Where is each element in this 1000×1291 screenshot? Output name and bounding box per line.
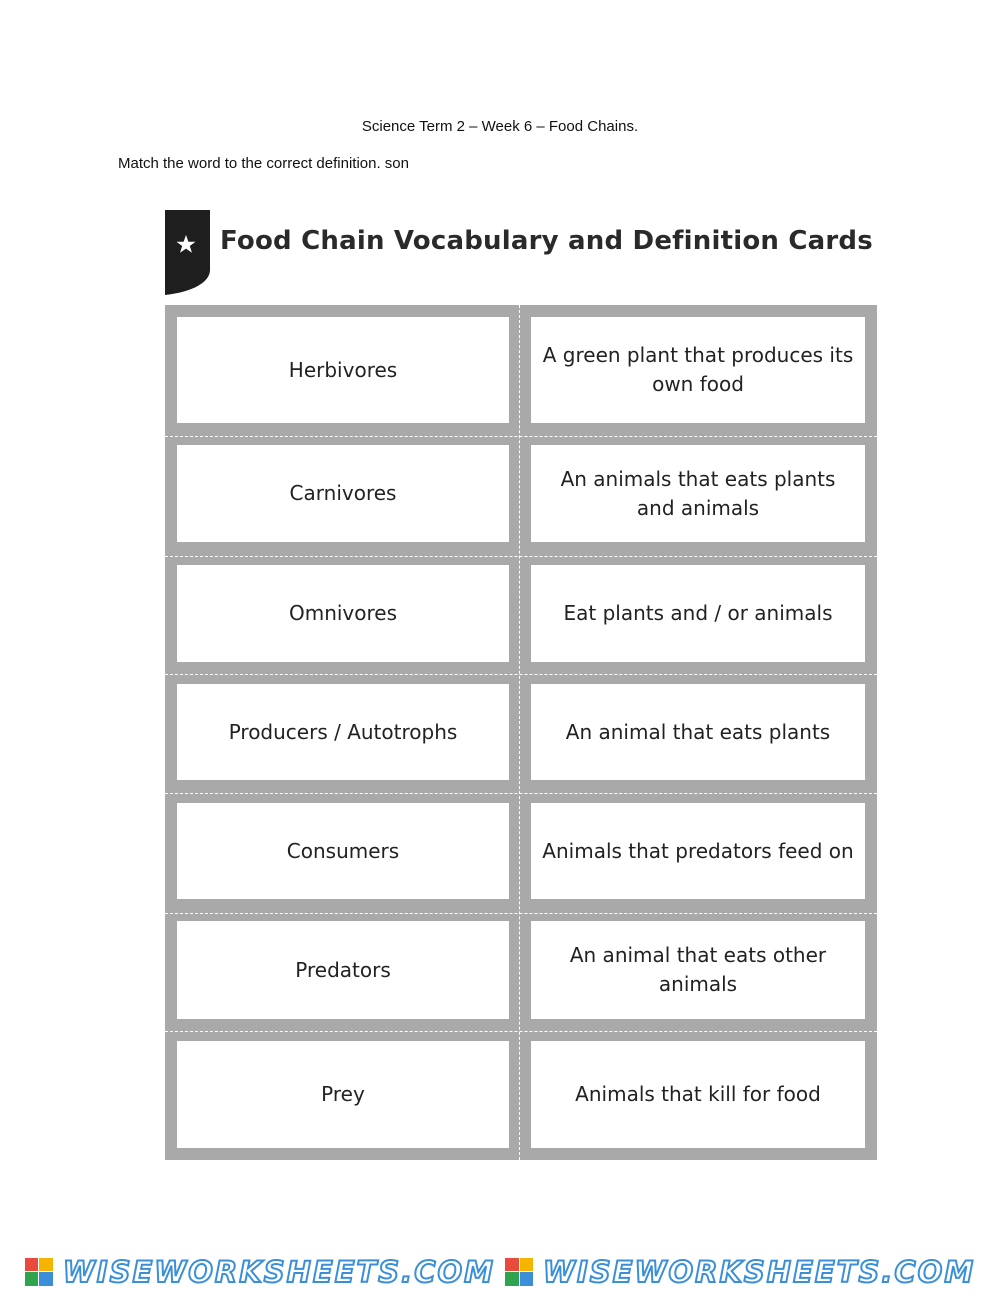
wiseworksheets-logo-icon xyxy=(505,1258,533,1286)
definition-card-4: An animal that eats plants xyxy=(531,684,865,780)
row-cut-line xyxy=(165,913,877,914)
watermark-text: WISEWORKSHEETS.COM xyxy=(543,1254,976,1289)
definition-card-7: Animals that kill for food xyxy=(531,1041,865,1148)
word-card-carnivores: Carnivores xyxy=(177,445,509,542)
worksheet-heading: Food Chain Vocabulary and Definition Cards xyxy=(220,226,873,256)
vocabulary-card-grid xyxy=(165,305,877,1160)
word-card-herbivores: Herbivores xyxy=(177,317,509,423)
definition-card-3: Eat plants and / or animals xyxy=(531,565,865,662)
word-card-consumers: Consumers xyxy=(177,803,509,899)
definition-card-1: A green plant that produces its own food xyxy=(531,317,865,423)
heading-banner xyxy=(165,210,210,295)
definition-card-5: Animals that predators feed on xyxy=(531,803,865,899)
watermark-footer xyxy=(0,1252,1000,1291)
instruction-text: Match the word to the correct definition. son xyxy=(118,155,409,172)
definition-card-2: An animals that eats plants and animals xyxy=(531,445,865,542)
word-card-predators: Predators xyxy=(177,921,509,1019)
word-card-prey: Prey xyxy=(177,1041,509,1148)
watermark-text: WISEWORKSHEETS.COM xyxy=(62,1254,495,1289)
definition-card-6: An animal that eats other animals xyxy=(531,921,865,1019)
row-cut-line xyxy=(165,1031,877,1032)
word-card-producers: Producers / Autotrophs xyxy=(177,684,509,780)
wiseworksheets-logo-icon xyxy=(25,1258,53,1286)
row-cut-line xyxy=(165,556,877,557)
document-title: Science Term 2 – Week 6 – Food Chains. xyxy=(361,118,639,135)
row-cut-line xyxy=(165,793,877,794)
row-cut-line xyxy=(165,674,877,675)
row-cut-line xyxy=(165,436,877,437)
word-card-omnivores: Omnivores xyxy=(177,565,509,662)
